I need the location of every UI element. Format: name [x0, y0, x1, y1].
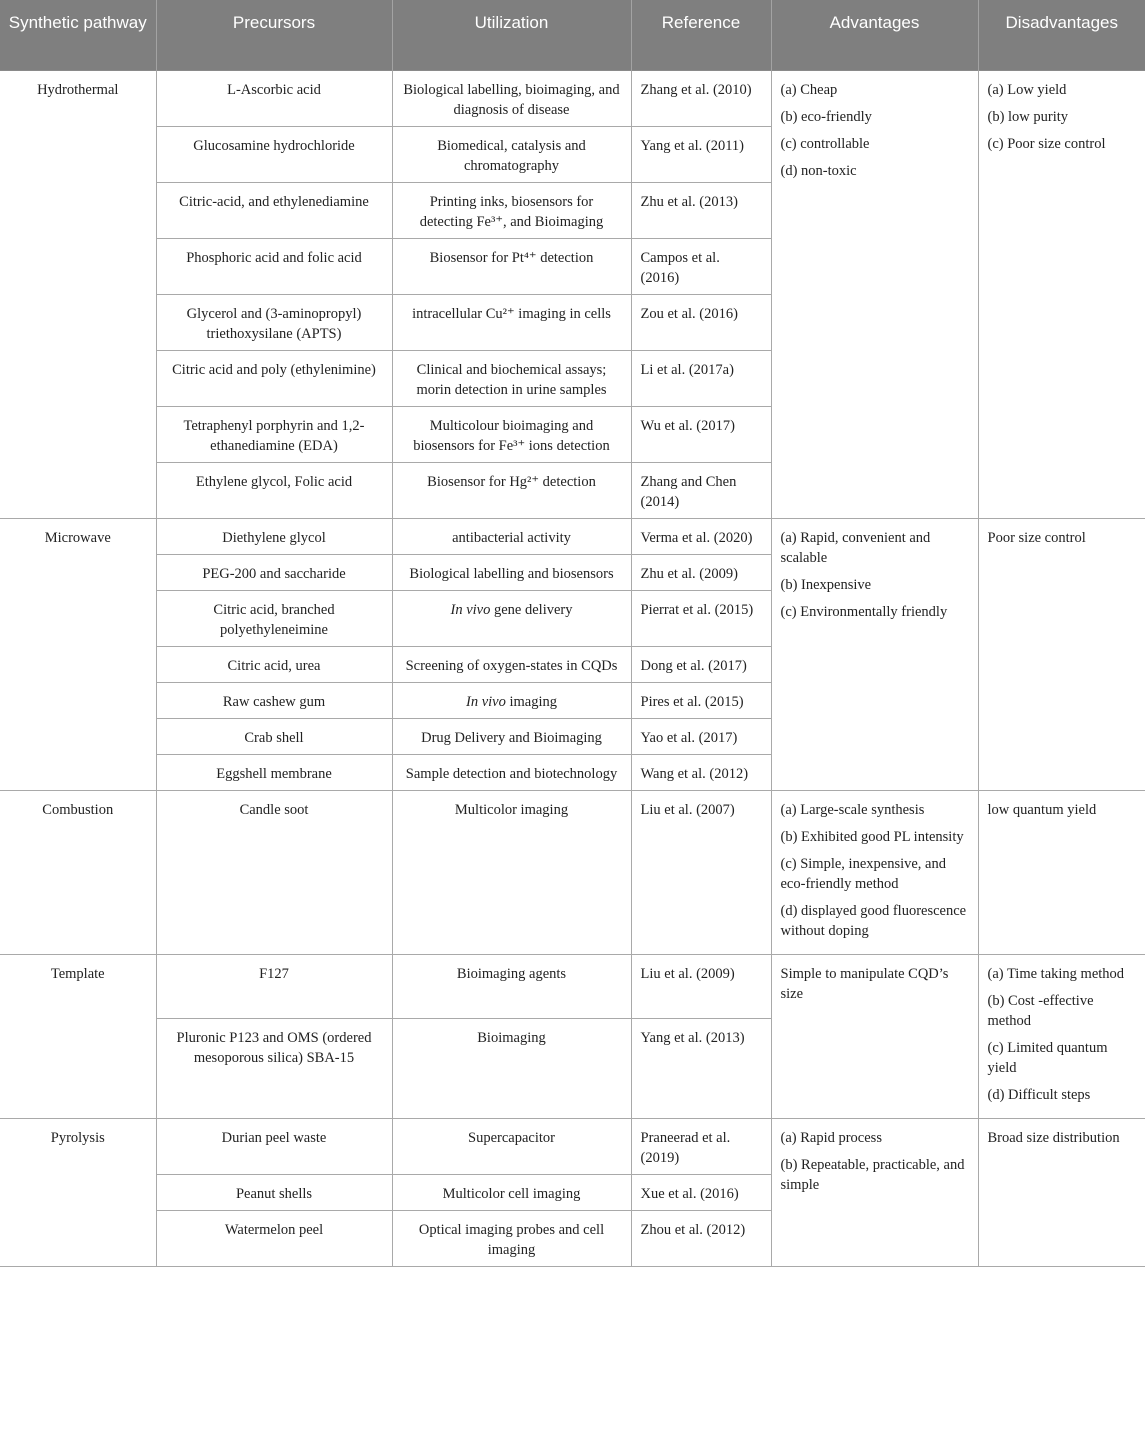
header-disadvantages: Disadvantages	[978, 0, 1145, 70]
disadvantage-item: (d) Difficult steps	[987, 1086, 1091, 1103]
synthetic-pathway-cell: Microwave	[0, 518, 156, 790]
synthetic-pathway-cell: Template	[0, 954, 156, 1118]
advantage-item: (c) Simple, inexpensive, and eco-friendly method	[780, 855, 946, 892]
header-synthetic-pathway: Synthetic pathway	[0, 0, 156, 70]
disadvantages-cell	[978, 954, 1145, 1118]
reference-cell: Zhang et al. (2010)	[631, 70, 771, 126]
advantage-item: (a) Rapid, convenient and scalable	[780, 529, 931, 566]
precursor-cell: Diethylene glycol	[156, 518, 392, 554]
utilization-text: gene delivery	[490, 601, 573, 618]
table-row	[0, 1118, 1145, 1174]
disadvantages-cell	[978, 1118, 1145, 1266]
table-header-row	[0, 0, 1145, 70]
reference-cell: Li et al. (2017a)	[631, 350, 771, 406]
reference-cell: Liu et al. (2007)	[631, 790, 771, 954]
precursor-cell: Pluronic P123 and OMS (ordered mesoporous silica) SBA-15	[156, 1018, 392, 1118]
synthetic-pathway-cell: Hydrothermal	[0, 70, 156, 518]
reference-cell: Pires et al. (2015)	[631, 682, 771, 718]
advantage-item: (a) Cheap	[780, 81, 838, 98]
precursor-cell: Tetraphenyl porphyrin and 1,2-ethanediamine (EDA)	[156, 406, 392, 462]
reference-cell: Praneerad et al. (2019)	[631, 1118, 771, 1174]
utilization-cell: Screening of oxygen-states in CQDs	[392, 646, 631, 682]
utilization-cell: Biological labelling, bioimaging, and diagnosis of disease	[392, 70, 631, 126]
disadvantage-item: Broad size distribution	[987, 1129, 1120, 1146]
precursor-cell: Candle soot	[156, 790, 392, 954]
table-row	[0, 954, 1145, 1018]
disadvantage-item: (b) Cost -effective method	[987, 992, 1094, 1029]
advantage-item: (b) Inexpensive	[780, 576, 872, 593]
utilization-cell: Biosensor for Pt⁴⁺ detection	[392, 238, 631, 294]
synthetic-pathway-cell: Combustion	[0, 790, 156, 954]
utilization-cell: Clinical and biochemical assays; morin detection in urine samples	[392, 350, 631, 406]
precursor-cell: Ethylene glycol, Folic acid	[156, 462, 392, 518]
disadvantage-item: (b) low purity	[987, 108, 1069, 125]
disadvantages-cell	[978, 70, 1145, 518]
utilization-cell: Multicolor imaging	[392, 790, 631, 954]
advantage-item: (a) Large-scale synthesis	[780, 801, 925, 818]
table-row	[0, 790, 1145, 954]
advantage-item: (c) Environmentally friendly	[780, 603, 948, 620]
precursor-cell: Phosphoric acid and folic acid	[156, 238, 392, 294]
advantages-cell	[771, 790, 978, 954]
advantages-cell	[771, 518, 978, 790]
precursor-cell: PEG-200 and saccharide	[156, 554, 392, 590]
advantages-cell	[771, 70, 978, 518]
reference-cell: Xue et al. (2016)	[631, 1174, 771, 1210]
reference-cell: Zou et al. (2016)	[631, 294, 771, 350]
utilization-cell: antibacterial activity	[392, 518, 631, 554]
reference-cell: Zhang and Chen (2014)	[631, 462, 771, 518]
utilization-italic-text: In vivo	[465, 693, 506, 710]
reference-cell: Campos et al. (2016)	[631, 238, 771, 294]
utilization-cell: Optical imaging probes and cell imaging	[392, 1210, 631, 1266]
reference-cell: Wang et al. (2012)	[631, 754, 771, 790]
advantage-item: (b) Exhibited good PL intensity	[780, 828, 964, 845]
utilization-italic-text: In vivo	[450, 601, 491, 618]
utilization-cell: intracellular Cu²⁺ imaging in cells	[392, 294, 631, 350]
reference-cell: Yang et al. (2013)	[631, 1018, 771, 1118]
disadvantage-item: (c) Limited quantum yield	[987, 1039, 1108, 1076]
header-precursors: Precursors	[156, 0, 392, 70]
header-reference: Reference	[631, 0, 771, 70]
table-row	[0, 518, 1145, 554]
advantages-cell	[771, 954, 978, 1118]
utilization-cell: Biological labelling and biosensors	[392, 554, 631, 590]
reference-cell: Wu et al. (2017)	[631, 406, 771, 462]
disadvantages-cell	[978, 518, 1145, 790]
precursor-cell: L-Ascorbic acid	[156, 70, 392, 126]
utilization-cell: Sample detection and biotechnology	[392, 754, 631, 790]
utilization-cell	[392, 682, 631, 718]
utilization-text: imaging	[505, 693, 557, 710]
table-row	[0, 70, 1145, 126]
utilization-cell: Multicolor cell imaging	[392, 1174, 631, 1210]
precursor-cell: Peanut shells	[156, 1174, 392, 1210]
advantage-item: Simple to manipulate CQD’s size	[780, 965, 949, 1002]
disadvantage-item: (a) Low yield	[987, 81, 1067, 98]
utilization-cell: Multicolour bioimaging and biosensors for Fe³⁺ ions detection	[392, 406, 631, 462]
disadvantage-item: (a) Time taking method	[987, 965, 1125, 982]
utilization-cell: Drug Delivery and Bioimaging	[392, 718, 631, 754]
reference-cell: Verma et al. (2020)	[631, 518, 771, 554]
precursor-cell: Citric acid and poly (ethylenimine)	[156, 350, 392, 406]
reference-cell: Yang et al. (2011)	[631, 126, 771, 182]
precursor-cell: Watermelon peel	[156, 1210, 392, 1266]
reference-cell: Dong et al. (2017)	[631, 646, 771, 682]
header-advantages: Advantages	[771, 0, 978, 70]
disadvantage-item: low quantum yield	[987, 801, 1097, 818]
utilization-cell: Bioimaging agents	[392, 954, 631, 1018]
disadvantage-item: (c) Poor size control	[987, 135, 1106, 152]
utilization-cell: Supercapacitor	[392, 1118, 631, 1174]
precursor-cell: Citric acid, branched polyethyleneimine	[156, 590, 392, 646]
disadvantage-item: Poor size control	[987, 529, 1086, 546]
utilization-cell	[392, 590, 631, 646]
advantage-item: (b) eco-friendly	[780, 108, 872, 125]
utilization-cell: Biomedical, catalysis and chromatography	[392, 126, 631, 182]
precursor-cell: Citric-acid, and ethylenediamine	[156, 182, 392, 238]
precursor-cell: Glycerol and (3-aminopropyl) triethoxysilane (APTS)	[156, 294, 392, 350]
precursor-cell: Citric acid, urea	[156, 646, 392, 682]
utilization-cell: Bioimaging	[392, 1018, 631, 1118]
reference-cell: Liu et al. (2009)	[631, 954, 771, 1018]
advantage-item: (b) Repeatable, practicable, and simple	[780, 1156, 965, 1193]
advantage-item: (d) displayed good fluorescence without doping	[780, 902, 967, 939]
precursor-cell: Eggshell membrane	[156, 754, 392, 790]
reference-cell: Zhu et al. (2013)	[631, 182, 771, 238]
precursor-cell: Crab shell	[156, 718, 392, 754]
advantage-item: (a) Rapid process	[780, 1129, 882, 1146]
header-utilization: Utilization	[392, 0, 631, 70]
utilization-cell: Biosensor for Hg²⁺ detection	[392, 462, 631, 518]
reference-cell: Zhou et al. (2012)	[631, 1210, 771, 1266]
advantage-item: (d) non-toxic	[780, 162, 857, 179]
disadvantages-cell	[978, 790, 1145, 954]
table-body	[0, 70, 1145, 1266]
reference-cell: Pierrat et al. (2015)	[631, 590, 771, 646]
precursor-cell: Raw cashew gum	[156, 682, 392, 718]
synthetic-pathway-cell: Pyrolysis	[0, 1118, 156, 1266]
precursor-cell: Durian peel waste	[156, 1118, 392, 1174]
advantages-cell	[771, 1118, 978, 1266]
precursor-cell: Glucosamine hydrochloride	[156, 126, 392, 182]
reference-cell: Zhu et al. (2009)	[631, 554, 771, 590]
precursor-cell: F127	[156, 954, 392, 1018]
advantage-item: (c) controllable	[780, 135, 870, 152]
reference-cell: Yao et al. (2017)	[631, 718, 771, 754]
utilization-cell: Printing inks, biosensors for detecting Fe³⁺, and Bioimaging	[392, 182, 631, 238]
